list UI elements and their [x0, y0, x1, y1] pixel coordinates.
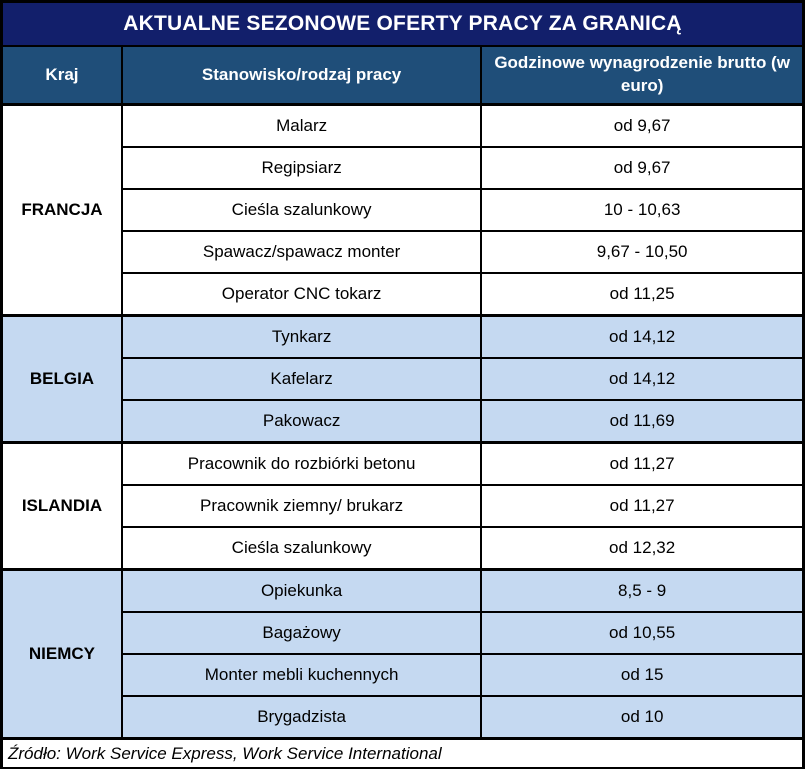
position-cell: Pracownik ziemny/ brukarz [122, 485, 481, 527]
table-row [2, 273, 804, 316]
position-cell: Bagażowy [122, 612, 481, 654]
table-row [2, 147, 804, 189]
column-header-country: Kraj [2, 46, 122, 105]
country-cell-belgia: BELGIA [2, 316, 122, 443]
source-note: Źródło: Work Service Express, Work Service International [2, 739, 804, 769]
table-row [2, 231, 804, 273]
position-cell: Pracownik do rozbiórki betonu [122, 443, 481, 486]
position-cell: Cieśla szalunkowy [122, 189, 481, 231]
wage-cell: od 11,27 [481, 443, 803, 486]
position-cell: Malarz [122, 105, 481, 148]
table-row [2, 443, 804, 486]
column-header-row [2, 46, 804, 105]
country-cell-francja: FRANCJA [2, 105, 122, 316]
table-row [2, 696, 804, 739]
wage-cell: od 11,69 [481, 400, 803, 443]
wage-cell: od 12,32 [481, 527, 803, 570]
position-cell: Monter mebli kuchennych [122, 654, 481, 696]
position-cell: Tynkarz [122, 316, 481, 359]
table-row [2, 189, 804, 231]
country-cell-islandia: ISLANDIA [2, 443, 122, 570]
group-niemcy [2, 570, 804, 739]
wage-cell: od 14,12 [481, 358, 803, 400]
wage-cell: od 11,27 [481, 485, 803, 527]
group-belgia [2, 316, 804, 443]
position-cell: Cieśla szalunkowy [122, 527, 481, 570]
wage-cell: od 10,55 [481, 612, 803, 654]
position-cell: Operator CNC tokarz [122, 273, 481, 316]
table-row [2, 485, 804, 527]
position-cell: Opiekunka [122, 570, 481, 613]
title-row [2, 2, 804, 47]
table-row [2, 400, 804, 443]
wage-cell: 9,67 - 10,50 [481, 231, 803, 273]
position-cell: Kafelarz [122, 358, 481, 400]
wage-cell: od 9,67 [481, 105, 803, 148]
table-row [2, 654, 804, 696]
table-row [2, 358, 804, 400]
page-title: AKTUALNE SEZONOWE OFERTY PRACY ZA GRANICĄ [2, 2, 804, 47]
table-row [2, 316, 804, 359]
column-header-wage: Godzinowe wynagrodzenie brutto (w euro) [481, 46, 803, 105]
footer-row [2, 739, 804, 769]
wage-cell: od 10 [481, 696, 803, 739]
column-header-position: Stanowisko/rodzaj pracy [122, 46, 481, 105]
table-row [2, 527, 804, 570]
wage-cell: od 11,25 [481, 273, 803, 316]
position-cell: Pakowacz [122, 400, 481, 443]
wage-cell: 8,5 - 9 [481, 570, 803, 613]
wage-cell: od 15 [481, 654, 803, 696]
table-row [2, 105, 804, 148]
wage-cell: od 14,12 [481, 316, 803, 359]
table-row [2, 612, 804, 654]
group-islandia [2, 443, 804, 570]
position-cell: Spawacz/spawacz monter [122, 231, 481, 273]
wage-cell: od 9,67 [481, 147, 803, 189]
country-cell-niemcy: NIEMCY [2, 570, 122, 739]
position-cell: Brygadzista [122, 696, 481, 739]
group-francja [2, 105, 804, 316]
table-row [2, 570, 804, 613]
wage-cell: 10 - 10,63 [481, 189, 803, 231]
position-cell: Regipsiarz [122, 147, 481, 189]
